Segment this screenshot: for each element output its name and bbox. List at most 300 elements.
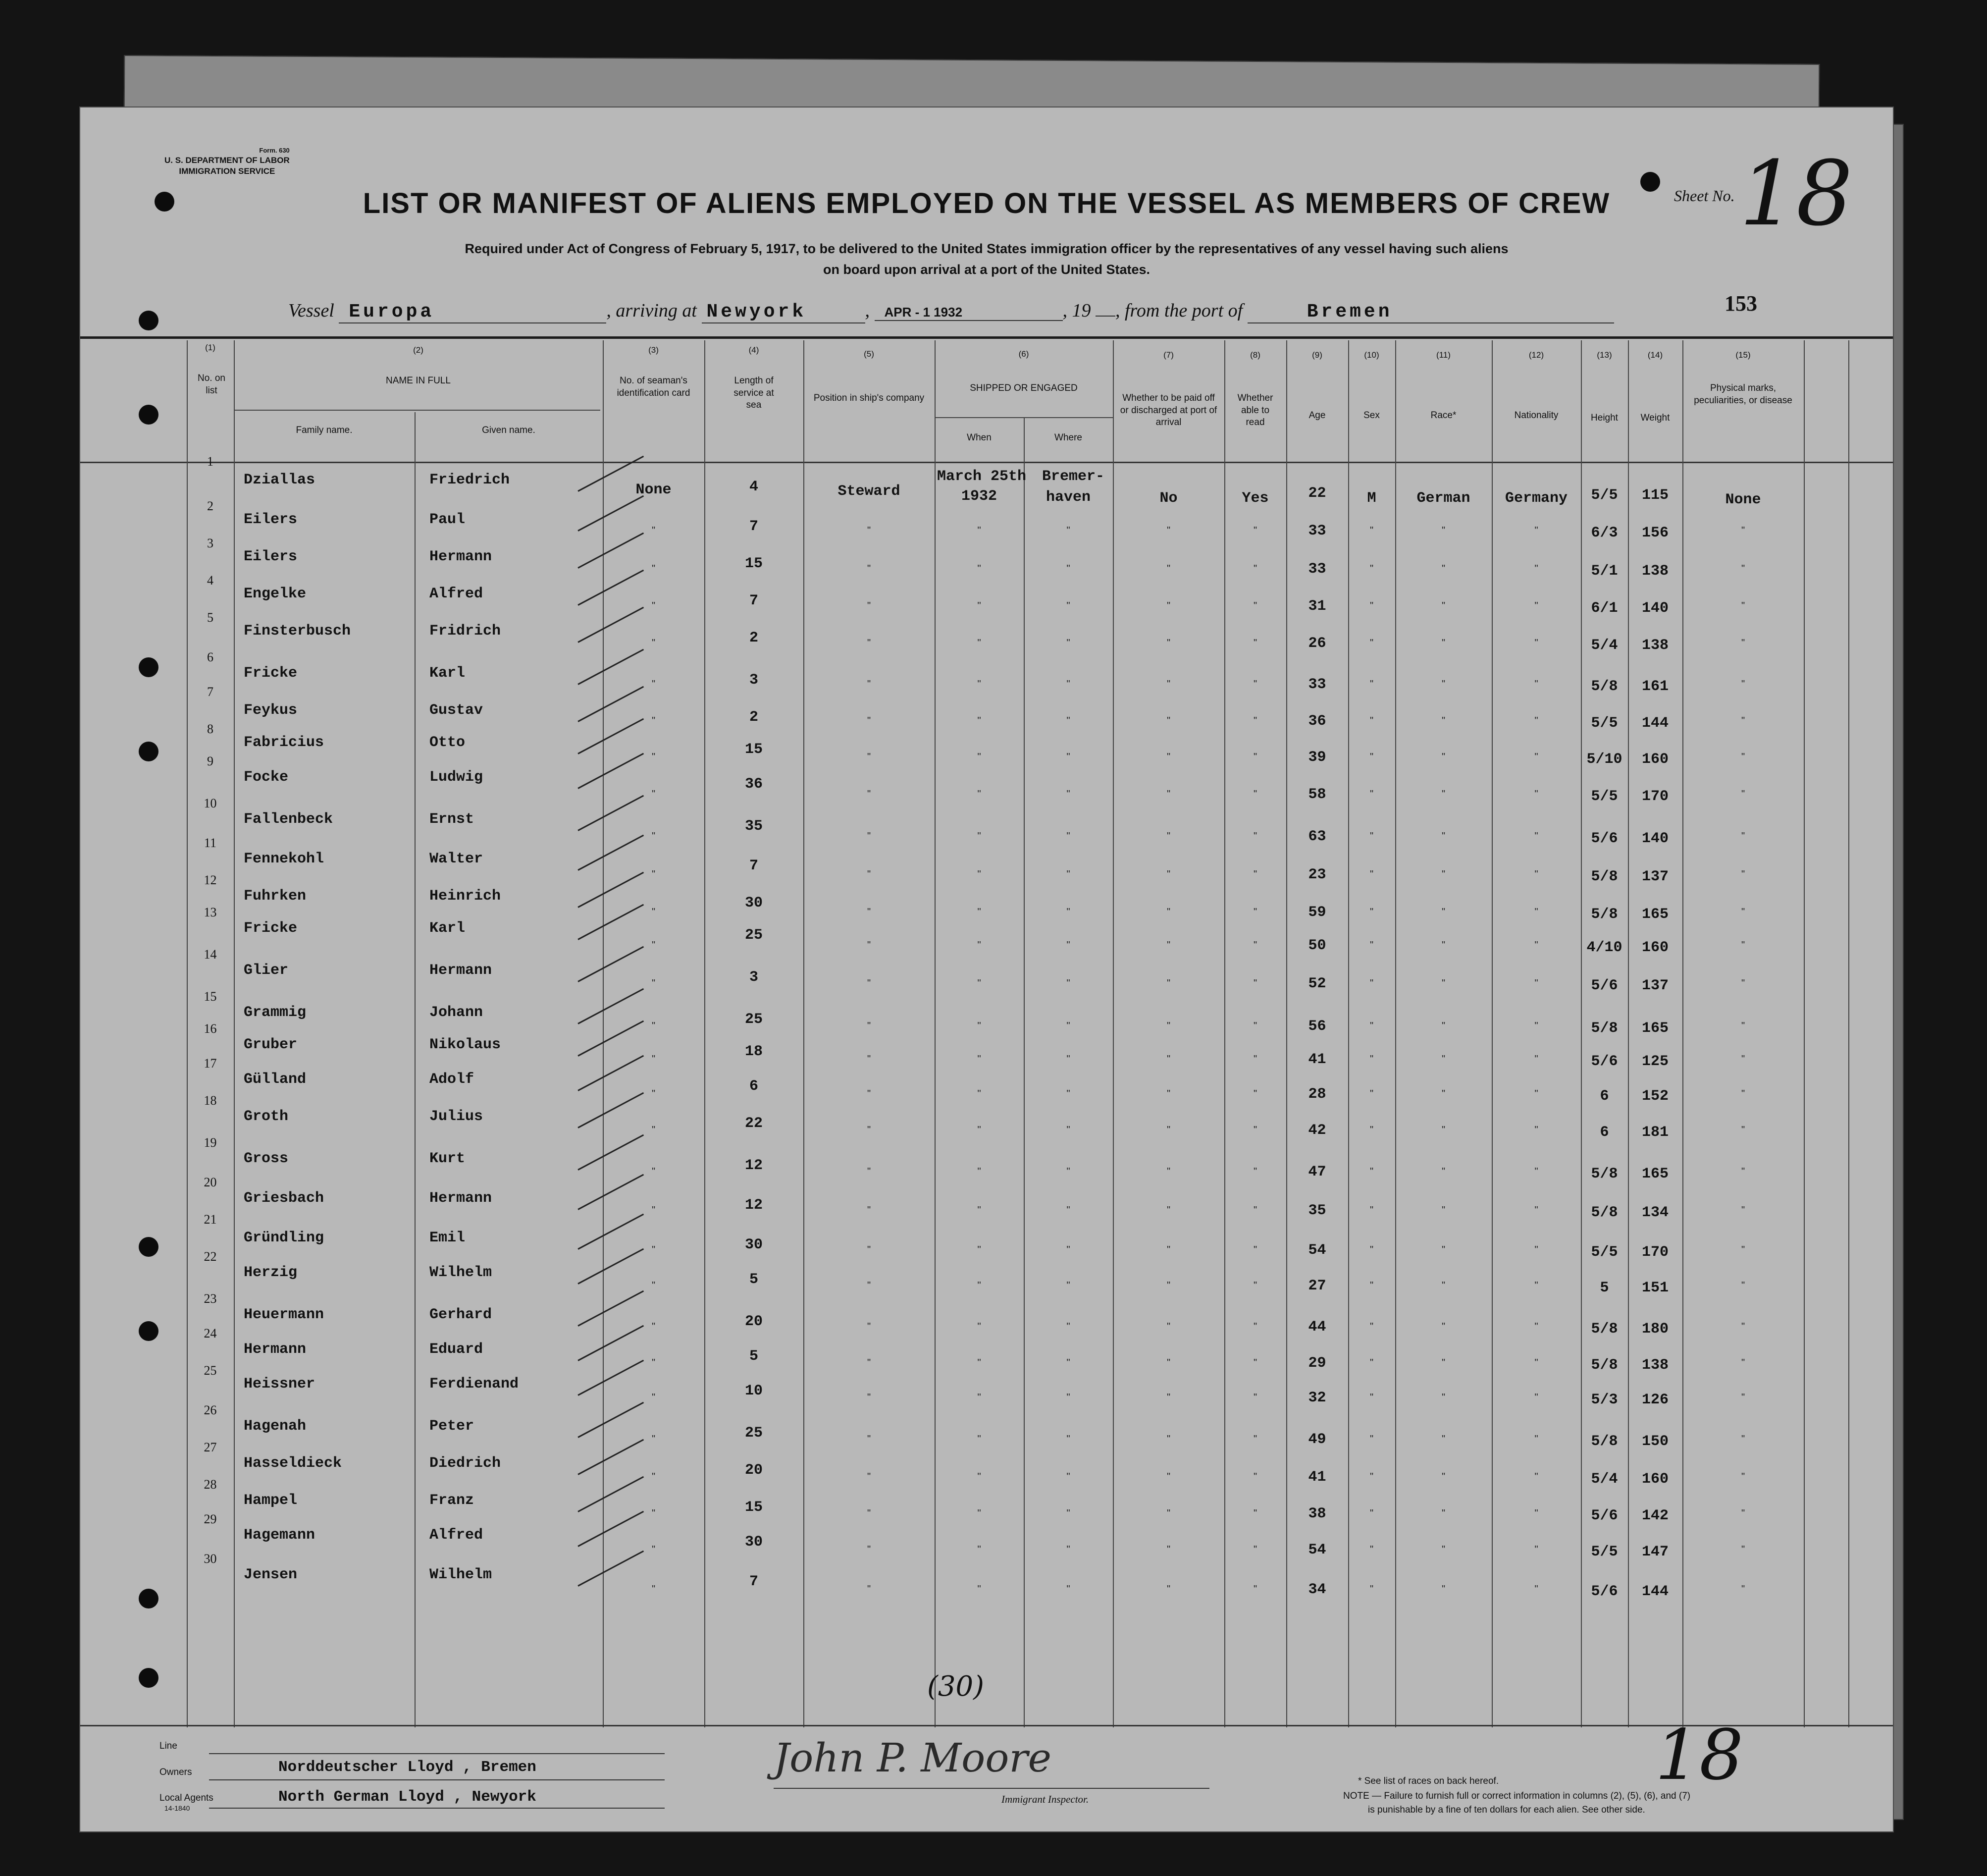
ditto-mark: " [1534, 563, 1538, 574]
vessel-name: Europa [339, 301, 606, 323]
ditto-mark: " [1441, 679, 1446, 690]
given-name: Friedrich [429, 472, 510, 488]
ditto-mark: " [1066, 1357, 1070, 1368]
row-number: 25 [204, 1363, 217, 1378]
check-mark [577, 1551, 644, 1587]
height: 5/8 [1591, 1020, 1618, 1037]
ditto-mark: " [1166, 1434, 1171, 1445]
ditto-mark: " [1741, 600, 1745, 611]
header-nationality: Nationality [1514, 410, 1559, 421]
ditto-mark: " [1741, 789, 1745, 800]
given-name: Julius [429, 1108, 483, 1125]
given-name: Kurt [429, 1150, 466, 1167]
ditto-mark: " [1441, 525, 1446, 536]
column-number: (5) [864, 349, 874, 359]
height: 5/6 [1591, 977, 1618, 994]
length-of-service: 30 [744, 1236, 763, 1253]
age: 33 [1308, 523, 1326, 539]
ditto-mark: " [1253, 1054, 1257, 1065]
ditto-mark: " [1441, 1244, 1446, 1255]
age: 47 [1308, 1164, 1326, 1180]
ditto-mark: " [651, 1088, 656, 1099]
ditto-mark: " [1741, 1321, 1745, 1332]
shipped-when-line-2: 1932 [961, 488, 997, 505]
ditto-mark: " [1741, 679, 1745, 690]
ditto-mark: " [1369, 1205, 1374, 1216]
family-name: Fuhrken [244, 888, 307, 905]
ditto-mark: " [1534, 940, 1538, 951]
family-name: Gross [244, 1150, 289, 1167]
handwritten-sheet-number: 18 [1655, 1715, 1744, 1796]
vessel-label: Vessel [288, 300, 334, 321]
height: 5/4 [1591, 1471, 1618, 1488]
family-name: Dziallas [244, 472, 315, 488]
row-number: 28 [204, 1477, 217, 1492]
given-name: Otto [429, 734, 466, 751]
ditto-mark: " [1369, 1434, 1374, 1445]
row-number: 19 [204, 1135, 217, 1150]
family-name: Herzig [244, 1264, 298, 1281]
height: 5/8 [1591, 1204, 1618, 1221]
ditto-mark: " [1534, 1280, 1538, 1291]
ditto-mark: " [651, 1244, 656, 1255]
ditto-mark: " [1441, 1205, 1446, 1216]
family-name: Fennekohl [244, 851, 324, 867]
length-of-service: 10 [744, 1383, 763, 1399]
weight: 180 [1641, 1321, 1669, 1338]
ditto-mark: " [977, 1508, 981, 1519]
ditto-mark: " [1166, 789, 1171, 800]
ditto-mark: " [1534, 1244, 1538, 1255]
ditto-mark: " [867, 1125, 871, 1135]
row-number: 13 [204, 905, 217, 919]
ditto-mark: " [651, 831, 656, 842]
length-of-service: 30 [744, 1534, 763, 1551]
arrival-port: Newyork [702, 301, 865, 323]
row-number: 20 [204, 1175, 217, 1189]
ditto-mark: " [1369, 869, 1374, 880]
header-paid-off: Whether to be paid off or discharged at port of arrival [1120, 393, 1217, 428]
family-name: Groth [244, 1108, 289, 1125]
weight: 138 [1641, 563, 1669, 580]
ditto-mark: " [651, 600, 656, 611]
height: 5/8 [1591, 906, 1618, 923]
ditto-mark: " [1441, 1471, 1446, 1482]
height: 5/4 [1591, 637, 1618, 654]
weight: 170 [1641, 1244, 1669, 1261]
ditto-mark: " [1534, 907, 1538, 917]
ditto-mark: " [651, 907, 656, 917]
length-of-service: 7 [749, 592, 758, 609]
ditto-mark: " [1066, 1088, 1070, 1099]
ditto-mark: " [1534, 1205, 1538, 1216]
ditto-mark: " [1534, 789, 1538, 800]
ditto-mark: " [1166, 638, 1171, 648]
ditto-mark: " [651, 869, 656, 880]
age: 59 [1308, 904, 1326, 921]
length-of-service: 7 [749, 1573, 758, 1590]
arriving-label: , arriving at [606, 300, 697, 321]
ditto-mark: " [977, 1357, 981, 1368]
length-of-service: 3 [749, 969, 758, 986]
header-no-on-list: No. on list [198, 373, 225, 396]
ditto-mark: " [1166, 869, 1171, 880]
length-of-service: 18 [744, 1043, 763, 1060]
ditto-mark: " [1166, 600, 1171, 611]
length-of-service: 20 [744, 1313, 763, 1330]
age: 42 [1308, 1122, 1326, 1139]
ditto-mark: " [977, 940, 981, 951]
ditto-mark: " [1441, 869, 1446, 880]
ditto-mark: " [1253, 940, 1257, 951]
ditto-mark: " [1253, 638, 1257, 648]
ditto-mark: " [867, 679, 871, 690]
ditto-mark: " [977, 1244, 981, 1255]
header-shipped-or-engaged: SHIPPED OR ENGAGED [970, 383, 1078, 393]
punch-hole [139, 405, 158, 425]
ditto-mark: " [651, 1392, 656, 1403]
form-number: Form. 630 [259, 147, 290, 154]
row-number: 12 [204, 873, 217, 887]
length-of-service: 30 [744, 895, 763, 911]
ditto-mark: " [1534, 1321, 1538, 1332]
header-age: Age [1308, 410, 1326, 421]
ditto-mark: " [1741, 869, 1745, 880]
age: 35 [1308, 1202, 1326, 1219]
age: 49 [1308, 1431, 1326, 1448]
header-physical-marks: Physical marks, peculiarities, or disease [1694, 383, 1792, 406]
ditto-mark: " [1441, 751, 1446, 762]
ditto-mark: " [977, 638, 981, 648]
family-name: Fallenbeck [244, 811, 333, 828]
age: 56 [1308, 1018, 1326, 1035]
ditto-mark: " [867, 1166, 871, 1177]
height: 5/6 [1591, 1507, 1618, 1524]
able-to-read-value: Yes [1242, 490, 1269, 507]
ditto-mark: " [1369, 679, 1374, 690]
ditto-mark: " [1369, 1584, 1374, 1595]
ditto-mark: " [651, 751, 656, 762]
ditto-mark: " [1441, 1357, 1446, 1368]
ditto-mark: " [1534, 1088, 1538, 1099]
age: 41 [1308, 1469, 1326, 1486]
age: 41 [1308, 1051, 1326, 1068]
length-of-service: 36 [744, 776, 763, 793]
row-number: 8 [207, 722, 213, 736]
given-name: Alfred [429, 586, 483, 602]
weight: 125 [1641, 1053, 1669, 1070]
ditto-mark: " [1253, 525, 1257, 536]
ditto-mark: " [1441, 1321, 1446, 1332]
ditto-mark: " [1441, 1088, 1446, 1099]
column-number: (3) [648, 345, 659, 355]
ditto-mark: " [651, 679, 656, 690]
family-name: Glier [244, 962, 289, 979]
ditto-mark: " [1741, 1544, 1745, 1555]
family-name: Heissner [244, 1376, 315, 1393]
ditto-mark: " [1066, 1392, 1070, 1403]
ditto-mark: " [1369, 831, 1374, 842]
ditto-mark: " [1441, 563, 1446, 574]
row-number: 9 [207, 754, 213, 768]
given-name: Karl [429, 920, 466, 937]
ditto-mark: " [1369, 1471, 1374, 1482]
row-number: 6 [207, 650, 213, 664]
paid-off-value: No [1159, 490, 1178, 507]
ditto-mark: " [867, 715, 871, 726]
ditto-mark: " [867, 789, 871, 800]
given-name: Walter [429, 851, 483, 867]
ditto-mark: " [1741, 1244, 1745, 1255]
owners-value: Norddeutscher Lloyd , Bremen [278, 1759, 536, 1776]
height: 5/5 [1591, 487, 1618, 504]
ditto-mark: " [1741, 715, 1745, 726]
ditto-mark: " [651, 1357, 656, 1368]
given-name: Johann [429, 1004, 483, 1021]
ditto-mark: " [1166, 1508, 1171, 1519]
length-of-service: 15 [744, 555, 763, 572]
ditto-mark: " [1741, 1471, 1745, 1482]
check-mark [577, 795, 644, 831]
column-number: (14) [1647, 350, 1663, 360]
ditto-mark: " [977, 600, 981, 611]
departure-port: Bremen [1248, 301, 1614, 323]
weight: 170 [1641, 788, 1669, 805]
ditto-mark: " [867, 1054, 871, 1065]
length-of-service: 25 [744, 927, 763, 944]
height: 5/3 [1591, 1392, 1618, 1408]
punch-hole [139, 1321, 158, 1341]
ditto-mark: " [1369, 1244, 1374, 1255]
ditto-mark: " [1741, 1125, 1745, 1135]
ditto-mark: " [1166, 1244, 1171, 1255]
given-name: Emil [429, 1230, 466, 1246]
ditto-mark: " [1741, 1088, 1745, 1099]
ditto-mark: " [1741, 940, 1745, 951]
ditto-mark: " [1534, 1166, 1538, 1177]
length-of-service: 5 [749, 1348, 758, 1365]
weight: 144 [1641, 715, 1669, 732]
height: 4/10 [1586, 939, 1622, 956]
ditto-mark: " [1369, 940, 1374, 951]
age: 54 [1308, 1242, 1326, 1259]
ditto-mark: " [977, 563, 981, 574]
age: 36 [1308, 713, 1326, 730]
ditto-mark: " [651, 940, 656, 951]
ditto-mark: " [1166, 1321, 1171, 1332]
header-id-card: No. of seaman's identification card [617, 375, 690, 398]
ditto-mark: " [1066, 751, 1070, 762]
ditto-mark: " [1369, 1392, 1374, 1403]
ditto-mark: " [1741, 1508, 1745, 1519]
height: 5/5 [1591, 1544, 1618, 1560]
line-label: Line [159, 1741, 177, 1751]
ditto-mark: " [1066, 1054, 1070, 1065]
weight: 144 [1641, 1583, 1669, 1600]
family-name: Jensen [244, 1566, 298, 1583]
age: 26 [1308, 635, 1326, 652]
age: 34 [1308, 1581, 1326, 1598]
weight: 140 [1641, 830, 1669, 847]
given-name: Paul [429, 511, 466, 528]
ditto-mark: " [1066, 789, 1070, 800]
ditto-mark: " [651, 638, 656, 648]
ditto-mark: " [1166, 831, 1171, 842]
ditto-mark: " [867, 831, 871, 842]
sheet-label: Sheet No. [1674, 187, 1735, 205]
height: 5 [1600, 1280, 1609, 1296]
age: 22 [1308, 485, 1326, 502]
given-name: Wilhelm [429, 1566, 492, 1583]
inspector-label: Immigrant Inspector. [1001, 1793, 1089, 1805]
ditto-mark: " [977, 907, 981, 917]
header-name-in-full: NAME IN FULL [386, 375, 451, 386]
check-mark [577, 946, 644, 982]
ditto-mark: " [1166, 1020, 1171, 1031]
ditto-mark: " [977, 1205, 981, 1216]
ditto-mark: " [867, 1020, 871, 1031]
ditto-mark: " [1741, 563, 1745, 574]
row-number: 3 [207, 536, 213, 550]
length-of-service: 5 [749, 1271, 758, 1288]
ditto-mark: " [651, 1471, 656, 1482]
ditto-mark: " [1166, 1088, 1171, 1099]
family-name: Hampel [244, 1492, 298, 1509]
ditto-mark: " [1534, 1392, 1538, 1403]
length-of-service: 7 [749, 858, 758, 874]
ditto-mark: " [1066, 563, 1070, 574]
header-position: Position in ship's company [813, 393, 925, 403]
ditto-mark: " [1166, 525, 1171, 536]
age: 44 [1308, 1319, 1326, 1336]
weight: 165 [1641, 1166, 1669, 1182]
ditto-mark: " [1741, 978, 1745, 989]
ditto-mark: " [1066, 1321, 1070, 1332]
ditto-mark: " [977, 1020, 981, 1031]
ditto-mark: " [651, 1544, 656, 1555]
age: 33 [1308, 676, 1326, 693]
ditto-mark: " [867, 1434, 871, 1445]
ditto-mark: " [1166, 1544, 1171, 1555]
ditto-mark: " [1253, 1088, 1257, 1099]
check-mark [577, 1402, 644, 1438]
weight: 160 [1641, 751, 1669, 768]
ditto-mark: " [977, 1471, 981, 1482]
punch-hole [139, 1237, 158, 1257]
ditto-mark: " [1441, 831, 1446, 842]
ditto-mark: " [1441, 1020, 1446, 1031]
row-number: 29 [204, 1512, 217, 1526]
check-mark [577, 988, 644, 1024]
ditto-mark: " [867, 600, 871, 611]
header-sex: Sex [1363, 410, 1380, 421]
ditto-mark: " [977, 1054, 981, 1065]
local-agents-value: North German Lloyd , Newyork [278, 1788, 536, 1806]
ditto-mark: " [1441, 789, 1446, 800]
ditto-mark: " [1441, 978, 1446, 989]
weight: 138 [1641, 1357, 1669, 1374]
race-value: German [1416, 490, 1470, 507]
ditto-mark: " [1534, 715, 1538, 726]
weight: 160 [1641, 939, 1669, 956]
ditto-mark: " [1741, 1166, 1745, 1177]
ditto-mark: " [1741, 751, 1745, 762]
header-given-name: Given name. [482, 425, 535, 435]
ditto-mark: " [1066, 940, 1070, 951]
ditto-mark: " [1253, 1244, 1257, 1255]
given-name: Hermann [429, 548, 492, 565]
weight: 138 [1641, 637, 1669, 654]
ditto-mark: " [1369, 525, 1374, 536]
age: 23 [1308, 866, 1326, 883]
local-agents-label: Local Agents [159, 1793, 213, 1803]
ditto-mark: " [1253, 1357, 1257, 1368]
ditto-mark: " [1369, 978, 1374, 989]
ditto-mark: " [1166, 907, 1171, 917]
ditto-mark: " [1166, 1205, 1171, 1216]
given-name: Gerhard [429, 1306, 492, 1323]
family-name: Hermann [244, 1341, 307, 1358]
ditto-mark: " [1253, 600, 1257, 611]
id-card-value: None [635, 482, 672, 498]
ditto-mark: " [1253, 1125, 1257, 1135]
owners-label: Owners [159, 1767, 192, 1777]
ditto-mark: " [1534, 751, 1538, 762]
ditto-mark: " [1166, 563, 1171, 574]
age: 32 [1308, 1390, 1326, 1406]
given-name: Fridrich [429, 623, 501, 640]
row-number: 14 [204, 947, 217, 962]
row-number: 30 [204, 1552, 217, 1566]
ditto-mark: " [1741, 638, 1745, 648]
ditto-mark: " [1253, 1584, 1257, 1595]
weight: 126 [1641, 1392, 1669, 1408]
ditto-mark: " [1066, 1205, 1070, 1216]
given-name: Diedrich [429, 1455, 501, 1472]
column-number: (13) [1597, 350, 1612, 360]
ditto-mark: " [1166, 715, 1171, 726]
header-when: When [967, 432, 992, 443]
length-of-service: 7 [749, 518, 758, 535]
ditto-mark: " [1253, 1020, 1257, 1031]
ditto-mark: " [651, 1508, 656, 1519]
ditto-mark: " [1441, 1544, 1446, 1555]
column-number: (6) [1018, 349, 1029, 359]
ditto-mark: " [1534, 525, 1538, 536]
age: 50 [1308, 937, 1326, 954]
length-of-service: 35 [744, 818, 763, 835]
given-name: Gustav [429, 702, 483, 719]
ditto-mark: " [651, 1054, 656, 1065]
weight: 115 [1641, 487, 1669, 504]
row-number: 26 [204, 1403, 217, 1417]
length-of-service: 25 [744, 1011, 763, 1028]
ditto-mark: " [1166, 751, 1171, 762]
ditto-mark: " [867, 1205, 871, 1216]
ditto-mark: " [1441, 1125, 1446, 1135]
height: 5/8 [1591, 678, 1618, 695]
length-of-service: 6 [749, 1078, 758, 1095]
ditto-mark: " [1066, 1584, 1070, 1595]
ditto-mark: " [651, 563, 656, 574]
ditto-mark: " [1369, 751, 1374, 762]
height: 5/6 [1591, 1053, 1618, 1070]
length-of-service: 20 [744, 1462, 763, 1479]
given-name: Wilhelm [429, 1264, 492, 1281]
ditto-mark: " [1534, 1544, 1538, 1555]
ditto-mark: " [1253, 831, 1257, 842]
ditto-mark: " [1741, 525, 1745, 536]
